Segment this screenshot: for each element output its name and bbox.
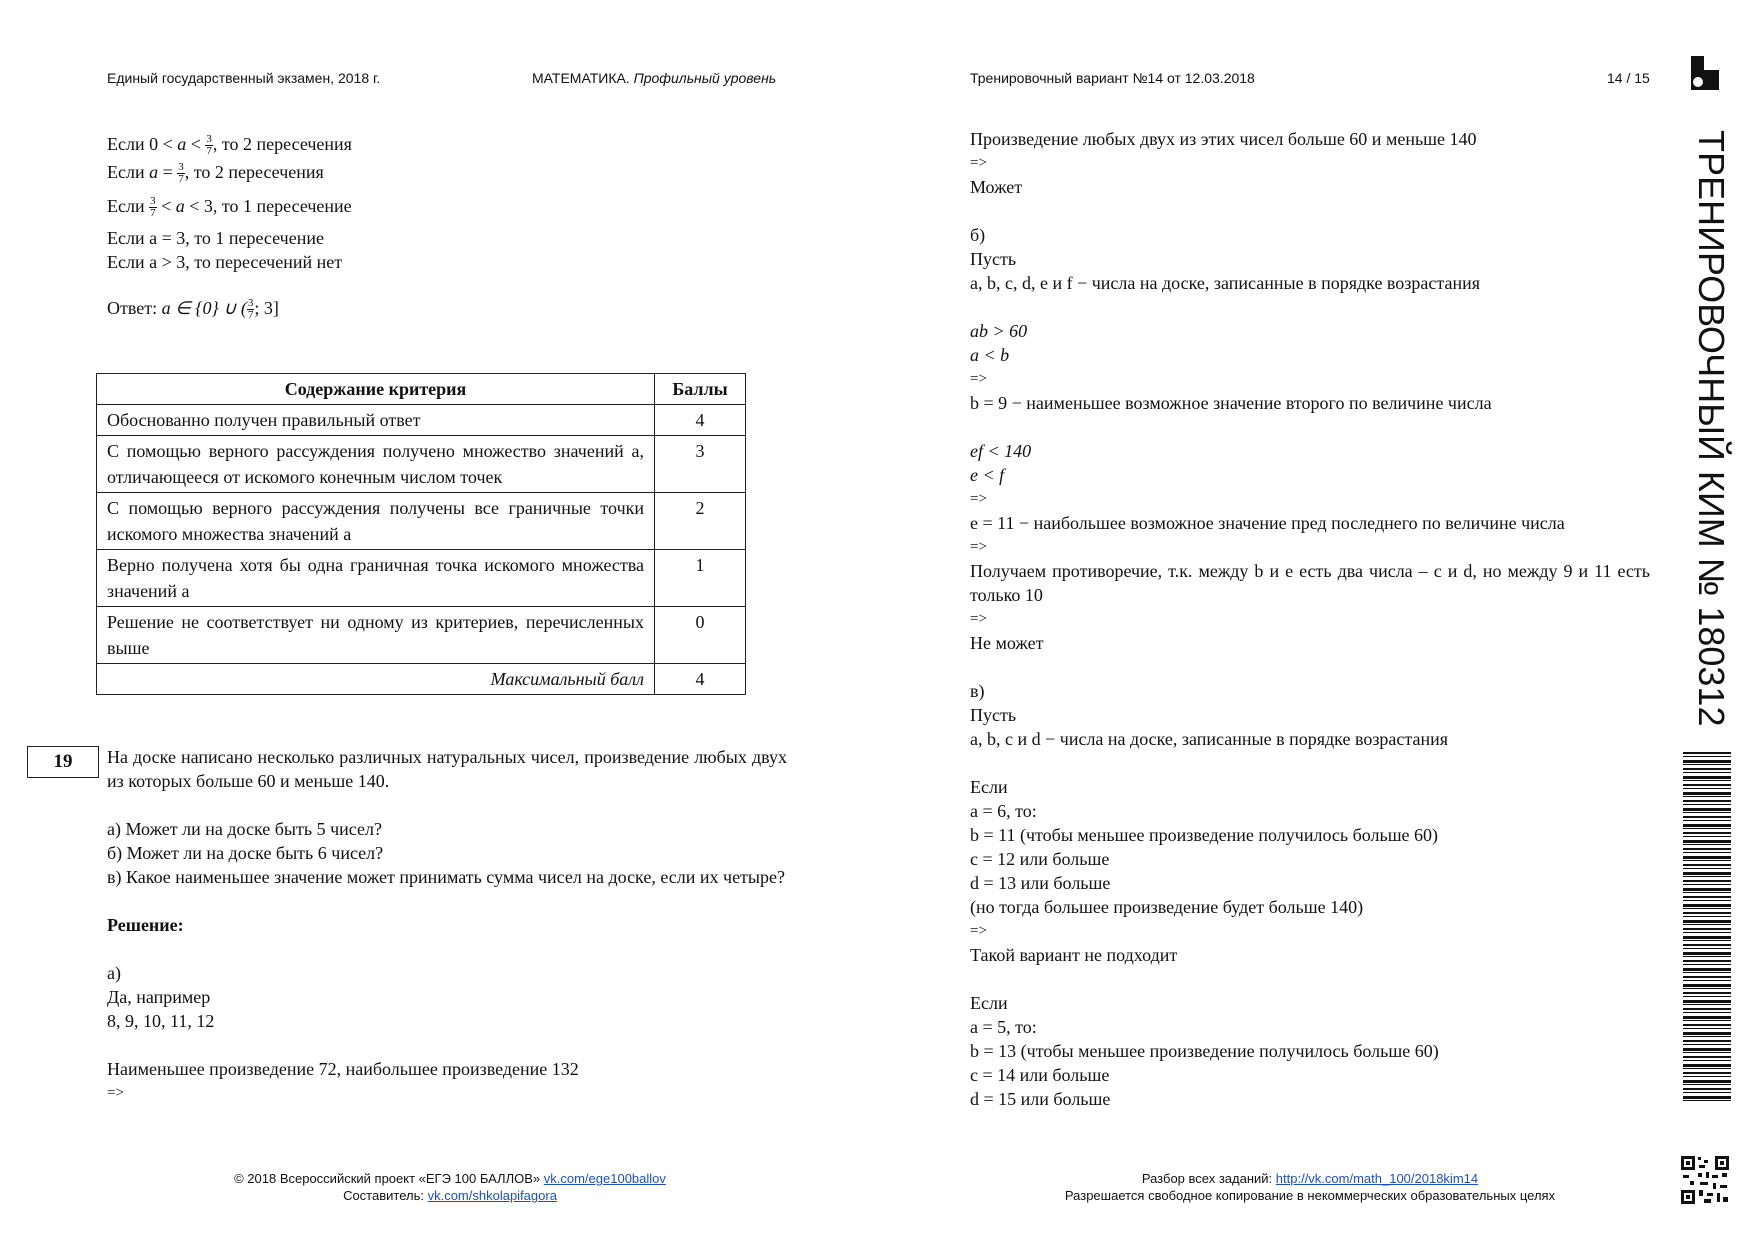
text-line: b = 11 (чтобы меньшее произведение получилось больше 60) bbox=[970, 825, 1439, 845]
task-body bbox=[107, 745, 787, 1105]
text-line: a = 5, то: bbox=[970, 1017, 1037, 1037]
text-line: Пусть bbox=[970, 705, 1017, 725]
text-line: e < f bbox=[970, 465, 1005, 485]
text-line: b = 9 − наименьшее возможное значение второго по величине числа bbox=[970, 393, 1492, 413]
qr-code-icon bbox=[1680, 1155, 1730, 1205]
max-score-value: 4 bbox=[655, 664, 746, 695]
table-row bbox=[97, 436, 746, 493]
text-line: a, b, c, d, e и f − числа на доске, записанные в порядке возрастания bbox=[970, 273, 1481, 293]
text-line: c = 14 или больше bbox=[970, 1065, 1110, 1085]
header-exam-title: Единый государственный экзамен, 2018 г. bbox=[107, 70, 381, 86]
text-line: ef < 140 bbox=[970, 441, 1032, 461]
vertical-title: ТРЕНИРОВОЧНЫЙ КИМ № 180312 bbox=[1691, 130, 1732, 727]
text-line: в) bbox=[970, 681, 985, 701]
criteria-text: С помощью верного рассуждения получены все граничные точки искомого множества значений а bbox=[97, 493, 655, 550]
footer-link-math100[interactable]: http://vk.com/math_100/2018kim14 bbox=[1275, 1171, 1479, 1186]
header-subject-level: Профильный уровень bbox=[633, 70, 777, 86]
criteria-table bbox=[96, 373, 746, 695]
table-row bbox=[97, 493, 746, 550]
header-subject-name: МАТЕМАТИКА. bbox=[532, 70, 630, 86]
footer-right-line-2: Разрешается свободное копирование в некоммерческих образовательных целях bbox=[1064, 1188, 1556, 1203]
task-statement: На доске написано несколько различных натуральных чисел, произведение любых двух из которых больше 60 и меньше 140. bbox=[107, 747, 787, 791]
footer-left-line-1: © 2018 Всероссийский проект «ЕГЭ 100 БАЛЛОВ» vk.com/ege100ballov bbox=[234, 1171, 666, 1186]
footer-right-line-1: Разбор всех заданий: http://vk.com/math_100/2018kim14 bbox=[1141, 1171, 1479, 1186]
condition-line-2: Если a = $\frac{3}{7}$ , то 2 пересечения bbox=[107, 161, 324, 186]
condition-line-4: Если a = 3, то 1 пересечение bbox=[107, 228, 324, 248]
criteria-text: С помощью верного рассуждения получено множество значений а, отличающееся от искомого конечным числом точек bbox=[97, 436, 655, 493]
text-line: (но тогда большее произведение будет больше 140) bbox=[970, 897, 1364, 917]
implication-arrow: => bbox=[970, 491, 987, 507]
text-line: Произведение любых двух из этих чисел больше 60 и меньше 140 bbox=[970, 129, 1477, 149]
header-subject bbox=[532, 70, 776, 86]
barcode-icon bbox=[1683, 752, 1731, 1102]
text-line: Если bbox=[970, 993, 1008, 1013]
footer-left-line-2: Составитель: vk.com/shkolapifagora bbox=[343, 1188, 557, 1203]
left-conditions bbox=[107, 132, 352, 321]
criteria-header-row bbox=[97, 374, 746, 405]
header-variant: Тренировочный вариант №14 от 12.03.2018 bbox=[970, 70, 1255, 86]
text-line: e = 11 − наибольшее возможное значение пред последнего по величине числа bbox=[970, 513, 1565, 533]
solution-label: Решение: bbox=[107, 915, 184, 935]
implication-arrow: => bbox=[970, 371, 987, 387]
implication-arrow: => bbox=[970, 611, 987, 627]
text-line: b = 13 (чтобы меньшее произведение получилось больше 60) bbox=[970, 1041, 1439, 1061]
text-line: ab > 60 bbox=[970, 321, 1028, 341]
text-line: a < b bbox=[970, 345, 1010, 365]
task-question-b: б) Может ли на доске быть 6 чисел? bbox=[107, 843, 384, 863]
criteria-text: Обоснованно получен правильный ответ bbox=[97, 405, 655, 436]
criteria-score: 4 bbox=[655, 405, 746, 436]
condition-line-1: Если 0 < a < $\frac{3}{7}$ , то 2 пересечения bbox=[107, 133, 352, 158]
text-line: d = 13 или больше bbox=[970, 873, 1111, 893]
criteria-score: 2 bbox=[655, 493, 746, 550]
table-row bbox=[97, 550, 746, 607]
criteria-score: 3 bbox=[655, 436, 746, 493]
text-line: Пусть bbox=[970, 249, 1017, 269]
text-line: Может bbox=[970, 177, 1023, 197]
text-line: a = 6, то: bbox=[970, 801, 1037, 821]
text-line: Такой вариант не подходит bbox=[970, 945, 1178, 965]
max-score-label: Максимальный балл bbox=[97, 664, 655, 695]
footer-link-shkolapifagora[interactable]: vk.com/shkolapifagora bbox=[427, 1188, 557, 1203]
task-question-a: а) Может ли на доске быть 5 чисел? bbox=[107, 819, 382, 839]
page-number: 14 / 15 bbox=[1607, 70, 1650, 86]
fraction-3-7: $\frac{3}{7}$ bbox=[178, 161, 184, 186]
criteria-header-score: Баллы bbox=[655, 374, 746, 405]
implication-arrow: => bbox=[107, 1085, 124, 1101]
criteria-header-content: Содержание критерия bbox=[97, 374, 655, 405]
criteria-text: Решение не соответствует ни одному из критериев, перечисленных выше bbox=[97, 607, 655, 664]
right-column bbox=[970, 127, 1650, 1111]
fraction-3-7: $\frac{3}{7}$ bbox=[150, 195, 156, 220]
solution-a-label: а) bbox=[107, 963, 121, 983]
text-line: б) bbox=[970, 225, 986, 245]
condition-line-5: Если a > 3, то пересечений нет bbox=[107, 252, 343, 272]
implication-arrow: => bbox=[970, 155, 987, 171]
implication-arrow: => bbox=[970, 539, 987, 555]
implication-arrow: => bbox=[970, 923, 987, 939]
task-question-c: в) Какое наименьшее значение может принимать сумма чисел на доске, если их четыре? bbox=[107, 867, 785, 887]
criteria-score: 1 bbox=[655, 550, 746, 607]
criteria-max-row bbox=[97, 664, 746, 695]
solution-a-line-1: Да, например bbox=[107, 987, 211, 1007]
logo-icon bbox=[1690, 55, 1720, 91]
fraction-3-7: $\frac{3}{7}$ bbox=[206, 133, 212, 158]
criteria-score: 0 bbox=[655, 607, 746, 664]
condition-line-3: Если $\frac{3}{7}$ < a < 3, то 1 пересечение bbox=[107, 195, 352, 220]
footer-left bbox=[150, 1170, 750, 1204]
footer-right bbox=[990, 1170, 1630, 1204]
text-line: c = 12 или больше bbox=[970, 849, 1110, 869]
text-line: a, b, c и d − числа на доске, записанные в порядке возрастания bbox=[970, 729, 1449, 749]
text-line: Получаем противоречие, т.к. между b и e есть два числа – c и d, но между 9 и 11 есть только 10 bbox=[970, 561, 1650, 605]
footer-link-ege100ballov[interactable]: vk.com/ege100ballov bbox=[543, 1171, 666, 1186]
text-line: Если bbox=[970, 777, 1008, 797]
answer-line: Ответ: a ∈ {0} ∪ ( $\frac{3}{7}$ ; 3] bbox=[107, 297, 279, 322]
task-number-box: 19 bbox=[27, 746, 99, 778]
table-row bbox=[97, 607, 746, 664]
criteria-text: Верно получена хотя бы одна граничная точка искомого множества значений а bbox=[97, 550, 655, 607]
text-line: d = 15 или больше bbox=[970, 1089, 1111, 1109]
solution-a-line-3: Наименьшее произведение 72, наибольшее произведение 132 bbox=[107, 1059, 579, 1079]
solution-a-line-2: 8, 9, 10, 11, 12 bbox=[107, 1011, 215, 1031]
fraction-3-7: $\frac{3}{7}$ bbox=[247, 297, 254, 322]
text-line: Не может bbox=[970, 633, 1044, 653]
table-row bbox=[97, 405, 746, 436]
